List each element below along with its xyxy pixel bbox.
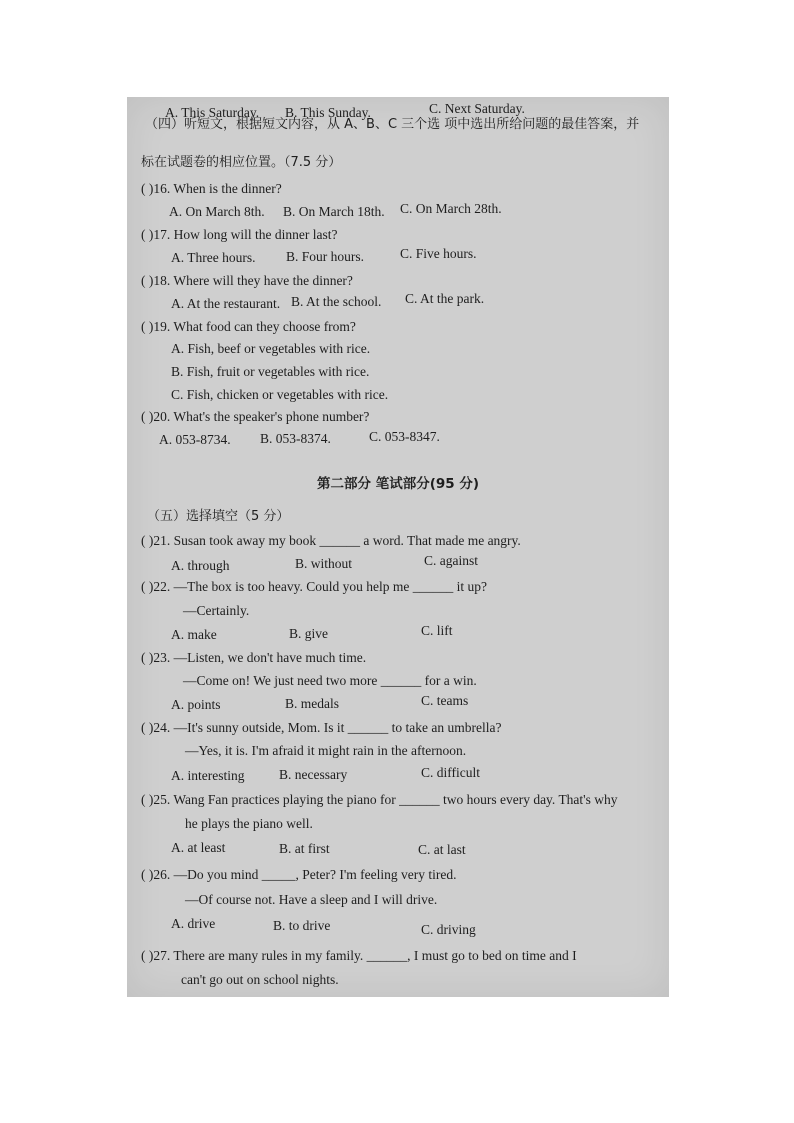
question-26-response: —Of course not. Have a sleep and I will drive. — [185, 892, 438, 907]
q17-option-a: A. Three hours. — [171, 250, 256, 265]
q19-option-b: B. Fish, fruit or vegetables with rice. — [171, 364, 370, 379]
question-25-stem-cont: he plays the piano well. — [185, 816, 313, 831]
question-20-stem: ( )20. What's the speaker's phone number? — [141, 409, 370, 424]
question-23-response: —Come on! We just need two more ______ for a win. — [183, 673, 477, 688]
q24-option-c: C. difficult — [421, 765, 480, 780]
q22-option-c: C. lift — [421, 623, 453, 638]
option: A. This Saturday. — [165, 105, 260, 120]
section-4-instruction-cont: 标在试题卷的相应位置。（7.5 分） — [141, 155, 342, 170]
question-21-stem: ( )21. Susan took away my book ______ a word. That made me angry. — [141, 533, 521, 548]
q21-option-c: C. against — [424, 553, 478, 568]
question-24-response: —Yes, it is. I'm afraid it might rain in the afternoon. — [185, 743, 467, 758]
q17-option-c: C. Five hours. — [400, 246, 477, 261]
q19-option-a: A. Fish, beef or vegetables with rice. — [171, 341, 371, 356]
q21-option-b: B. without — [295, 556, 353, 571]
q25-option-c: C. at last — [418, 842, 466, 857]
question-22-stem: ( )22. —The box is too heavy. Could you help me ______ it up? — [141, 579, 487, 594]
q16-option-a: A. On March 8th. — [169, 204, 265, 219]
q17-option-b: B. Four hours. — [286, 249, 365, 264]
question-17-stem: ( )17. How long will the dinner last? — [141, 227, 338, 242]
q19-option-c: C. Fish, chicken or vegetables with rice. — [171, 387, 389, 402]
q18-option-c: C. At the park. — [405, 291, 485, 306]
q16-option-b: B. On March 18th. — [283, 204, 385, 219]
section-5-instruction: （五）选择填空（5 分） — [147, 509, 290, 524]
question-19-stem: ( )19. What food can they choose from? — [141, 319, 356, 334]
q24-option-a: A. interesting — [171, 768, 245, 783]
question-23-stem: ( )23. —Listen, we don't have much time. — [141, 650, 367, 665]
question-27-stem: ( )27. There are many rules in my family. ______, I must go to bed on time and I — [141, 948, 577, 963]
q23-option-a: A. points — [171, 697, 221, 712]
q20-option-c: C. 053-8347. — [369, 429, 440, 444]
q23-option-c: C. teams — [421, 693, 469, 708]
q23-option-b: B. medals — [285, 696, 339, 711]
question-16-stem: ( )16. When is the dinner? — [141, 181, 282, 196]
option-row — [429, 101, 525, 117]
q16-option-c: C. On March 28th. — [400, 201, 502, 216]
q22-option-a: A. make — [171, 627, 217, 642]
q26-option-b: B. to drive — [273, 918, 331, 933]
q18-option-b: B. At the school. — [291, 294, 382, 309]
question-24-stem: ( )24. —It's sunny outside, Mom. Is it ______ to take an umbrella? — [141, 720, 502, 735]
section-4-instruction: （四）听短文，根据短文内容，从 A、B、C 三个选 项中选出所给问题的最佳答案，并 — [145, 117, 640, 132]
q25-option-b: B. at first — [279, 841, 330, 856]
q18-option-a: A. At the restaurant. — [171, 296, 281, 311]
q20-option-a: A. 053-8734. — [159, 432, 231, 447]
q20-option-b: B. 053-8374. — [260, 431, 331, 446]
option: B. This Sunday. — [285, 105, 371, 120]
q22-option-b: B. give — [289, 626, 328, 641]
question-18-stem: ( )18. Where will they have the dinner? — [141, 273, 353, 288]
scanned-exam-page — [127, 97, 669, 997]
question-26-stem: ( )26. —Do you mind _____, Peter? I'm feeling very tired. — [141, 867, 457, 882]
option: C. Next Saturday. — [429, 101, 525, 116]
q24-option-b: B. necessary — [279, 767, 348, 782]
part-2-title: 第二部分 笔试部分(95 分) — [317, 476, 480, 492]
q26-option-a: A. drive — [171, 916, 216, 931]
question-25-stem: ( )25. Wang Fan practices playing the piano for ______ two hours every day. That's why — [141, 792, 618, 807]
question-22-response: —Certainly. — [183, 603, 250, 618]
q25-option-a: A. at least — [171, 840, 226, 855]
question-27-stem-cont: can't go out on school nights. — [181, 972, 339, 987]
q26-option-c: C. driving — [421, 922, 476, 937]
q21-option-a: A. through — [171, 558, 230, 573]
